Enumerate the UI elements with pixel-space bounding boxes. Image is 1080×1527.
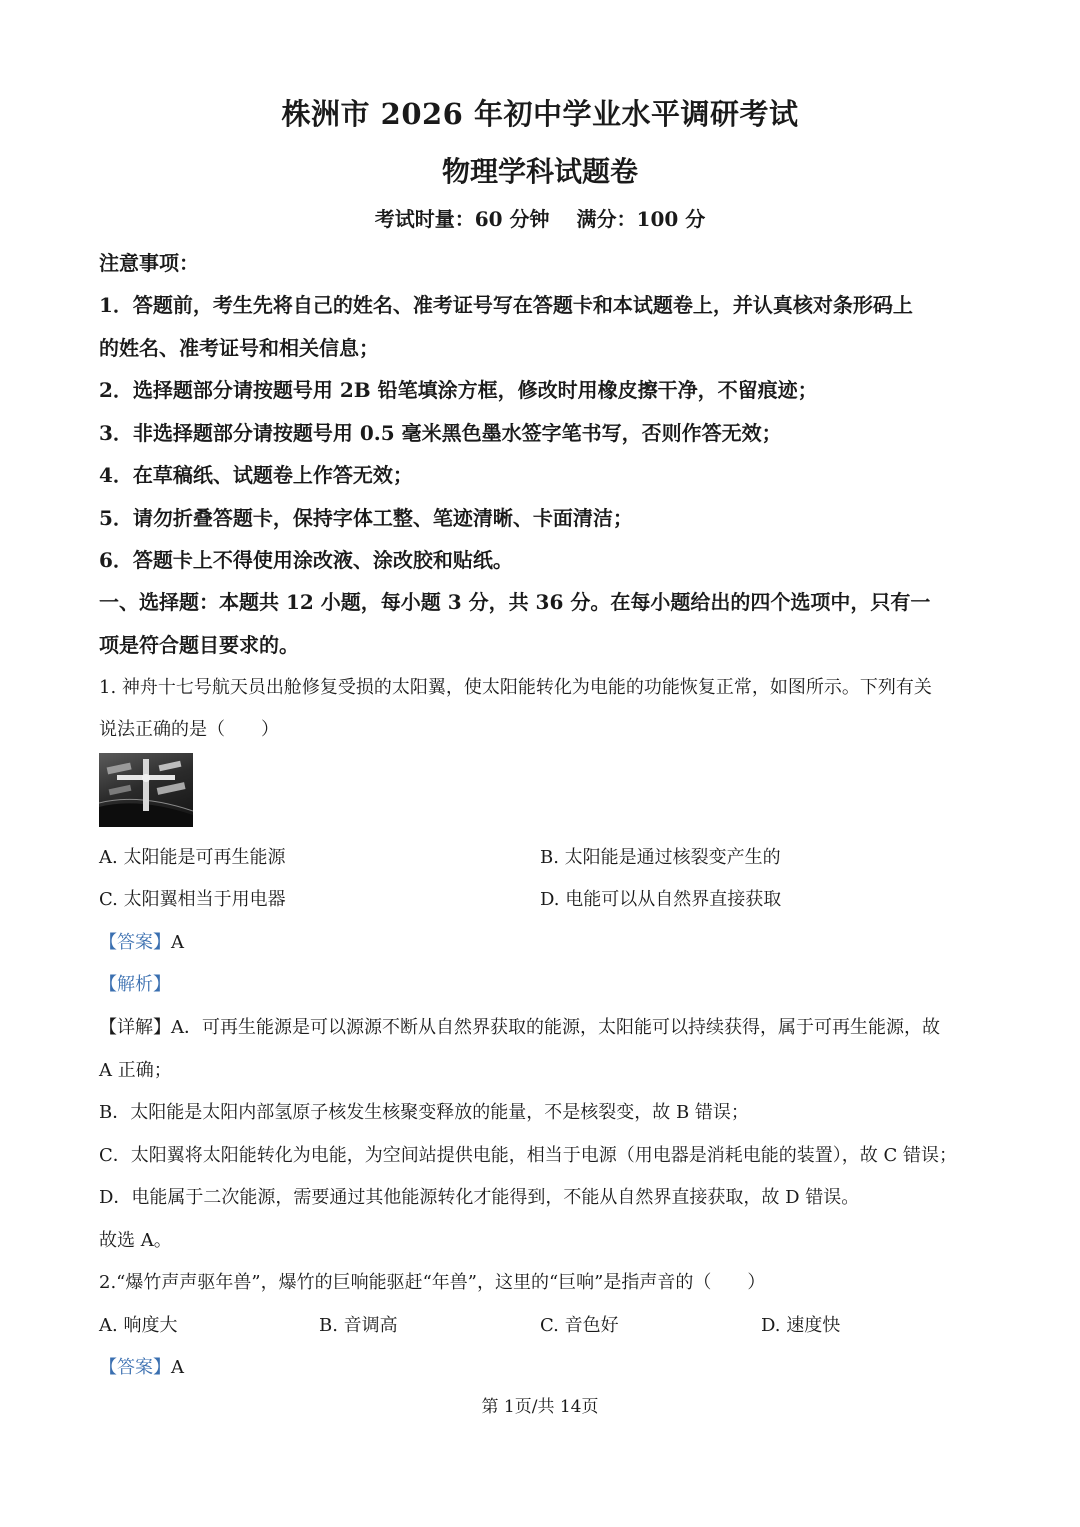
notes-line: 4．在草稿纸、试题卷上作答无效； [99,463,413,487]
answer-tag: 【答案】 [99,1357,171,1378]
question-1-detail: D．电能属于二次能源，需要通过其他能源转化才能得到，不能从自然界直接获取，故 D 错误。 [99,1187,860,1208]
question-1-analysis-tag: 【解析】 [99,974,171,995]
question-2-option-a: A. 响度大 [99,1315,178,1336]
notes-line: 的姓名、准考证号和相关信息； [99,336,379,360]
space-station-image [99,753,193,827]
exam-meta: 考试时量：60 分钟 满分：100 分 [374,207,706,231]
question-1-detail: 故选 A。 [99,1230,172,1251]
section-heading: 一、选择题：本题共 12 小题，每小题 3 分，共 36 分。在每小题给出的四个选项中，只有一 [99,590,931,614]
question-1-option-c: C. 太阳翼相当于用电器 [99,889,286,910]
notes-line: 2．选择题部分请按题号用 2B 铅笔填涂方框，修改时用橡皮擦干净，不留痕迹； [99,378,818,402]
notes-line: 3．非选择题部分请按题号用 0.5 毫米黑色墨水签字笔书写，否则作答无效； [99,421,782,445]
question-2-option-b: B. 音调高 [319,1315,398,1336]
answer-tag: 【答案】 [99,932,171,953]
question-1-detail: A 正确； [99,1060,172,1081]
notes-line: 5．请勿折叠答题卡，保持字体工整、笔迹清晰、卡面清洁； [99,506,633,530]
question-1-answer [99,928,184,954]
answer-value: A [171,932,184,953]
notes-heading: 注意事项： [99,251,199,275]
question-1-detail: C．太阳翼将太阳能转化为电能，为空间站提供电能，相当于电源（用电器是消耗电能的装置），故 C 错误； [99,1145,957,1166]
question-1-stem: 1. 神舟十七号航天员出舱修复受损的太阳翼，使太阳能转化为电能的功能恢复正常，如图所示。下列有关 [99,677,932,698]
exam-title: 株洲市 2026 年初中学业水平调研考试 [281,97,799,131]
exam-subtitle: 物理学科试题卷 [441,155,638,188]
answer-value: A [171,1357,184,1378]
question-2-option-d: D. 速度快 [761,1315,841,1336]
question-1-detail: B．太阳能是太阳内部氢原子核发生核聚变释放的能量，不是核裂变，故 B 错误； [99,1102,749,1123]
question-2-stem: 2.“爆竹声声驱年兽”，爆竹的巨响能驱赶“年兽”，这里的“巨响”是指声音的（ ） [99,1272,766,1293]
question-1-option-d: D. 电能可以从自然界直接获取 [540,889,782,910]
question-1-stem: 说法正确的是（ ） [99,719,279,740]
notes-line: 6．答题卡上不得使用涂改液、涂改胶和贴纸。 [99,548,513,572]
notes-line: 1．答题前，考生先将自己的姓名、准考证号写在答题卡和本试题卷上，并认真核对条形码上 [99,293,913,317]
section-heading: 项是符合题目要求的。 [99,633,299,657]
question-1-option-b: B. 太阳能是通过核裂变产生的 [540,847,781,868]
question-1-detail [99,1013,940,1039]
detail-tag: 【详解】 [99,1017,171,1038]
question-2-answer [99,1353,184,1379]
detail-text: A．可再生能源是可以源源不断从自然界获取的能源，太阳能可以持续获得，属于可再生能源，故 [171,1017,940,1038]
page-number: 第 1页/共 14页 [481,1397,599,1417]
question-2-option-c: C. 音色好 [540,1315,619,1336]
question-1-option-a: A. 太阳能是可再生能源 [99,847,286,868]
